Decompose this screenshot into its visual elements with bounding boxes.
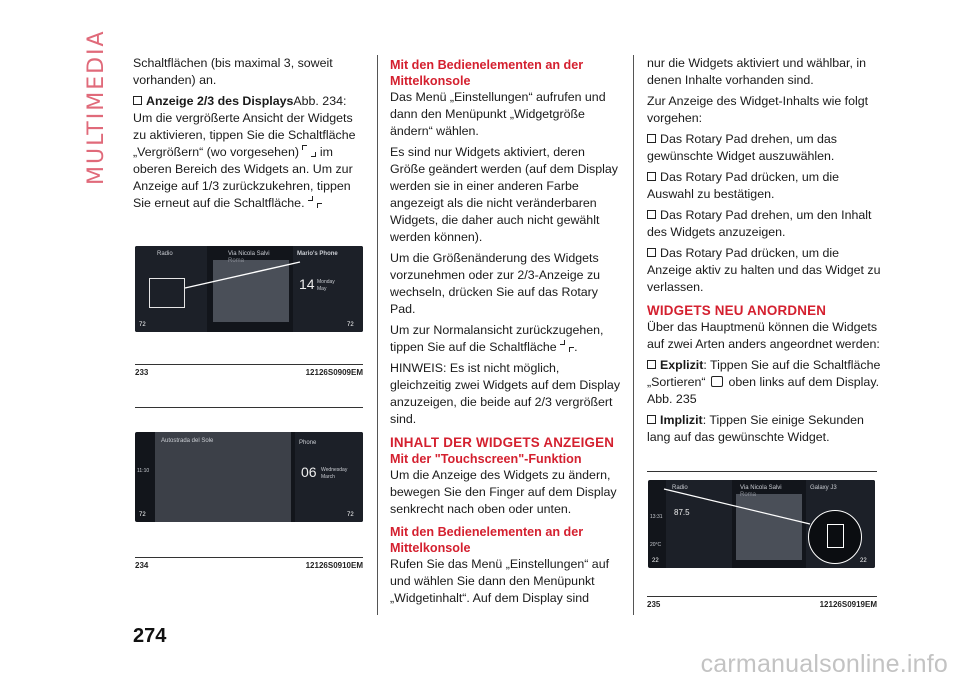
paragraph: Das Menü „Einstellungen“ aufrufen und dann den Menüpunkt „Widgetgröße ändern“ wählen. bbox=[390, 90, 606, 138]
street-label: Via Nicola Salvi bbox=[228, 251, 270, 257]
phone-label: Phone bbox=[299, 440, 317, 446]
road-label: Autostrada del Sole bbox=[161, 438, 214, 444]
bullet-item: Das Rotary Pad drücken, um die Auswahl zu bestätigen. bbox=[647, 170, 840, 201]
month: March bbox=[321, 474, 335, 480]
phone-label: Mario's Phone bbox=[297, 251, 338, 257]
caption-rule bbox=[647, 471, 877, 472]
map-widget bbox=[155, 432, 291, 522]
column-middle bbox=[390, 55, 622, 611]
section-title: MULTIMEDIA bbox=[84, 29, 109, 185]
section-heading: WIDGETS NEU ANORDNEN bbox=[647, 303, 827, 318]
column-right bbox=[647, 55, 881, 450]
bullet-square-icon bbox=[647, 360, 656, 369]
page-number: 274 bbox=[133, 625, 167, 647]
caption-rule bbox=[135, 557, 363, 558]
column-left bbox=[133, 55, 365, 216]
bullet-item: Das Rotary Pad drehen, um den Inhalt des Widgets anzuzeigen. bbox=[647, 208, 872, 239]
bullet-square-icon bbox=[647, 172, 656, 181]
radio-label: Radio bbox=[672, 485, 688, 491]
bullet-square-icon bbox=[647, 210, 656, 219]
bullet-item: Implizit: Tippen Sie einige Sekunden lang auf das gewünschte Widget. bbox=[647, 413, 864, 444]
paragraph: nur die Widgets aktiviert und wählbar, in denen Inhalte vorhanden sind. bbox=[647, 56, 867, 87]
temp-left: 22 bbox=[652, 558, 659, 564]
shrink-icon bbox=[560, 340, 574, 352]
temp-right: 72 bbox=[347, 322, 354, 328]
caption-rule bbox=[135, 364, 363, 365]
month: May bbox=[317, 286, 327, 292]
paragraph: Um die Größenänderung des Widgets vorzunehmen oder zur 2/3-Anzeige zu wechseln, drücken Sie auf das Rotary Pad. bbox=[390, 251, 601, 316]
bullet-item: Das Rotary Pad drücken, um die Anzeige aktiv zu halten und das Widget zu verlassen. bbox=[647, 246, 881, 294]
expand-icon bbox=[302, 145, 316, 157]
temp-right: 72 bbox=[347, 512, 354, 518]
weekday: Wednesday bbox=[321, 467, 348, 473]
note: HINWEIS: Es ist nicht möglich, gleichzeitig zwei Widgets auf dem Display anzuzeigen, die beide auf 2/3 vergrößert sind. bbox=[390, 361, 621, 426]
frequency: 87.5 bbox=[674, 508, 690, 517]
weekday: Monday bbox=[317, 279, 335, 285]
figure-caption: 235 12126S0919EM bbox=[647, 600, 877, 609]
figure-235-screenshot bbox=[648, 480, 875, 568]
bullet-item: Das Rotary Pad drehen, um das gewünschte Widget auszuwählen. bbox=[647, 132, 838, 163]
subheading: Mit den Bedienelementen an der Mittelkonsole bbox=[390, 58, 584, 88]
column-divider bbox=[633, 55, 634, 615]
bullet-square-icon bbox=[647, 415, 656, 424]
temp-right: 22 bbox=[860, 558, 867, 564]
bullet-square-icon bbox=[647, 134, 656, 143]
section-heading: INHALT DER WIDGETS ANZEIGEN bbox=[390, 435, 615, 450]
figure-234-screenshot bbox=[135, 432, 363, 522]
sort-icon bbox=[711, 376, 723, 387]
watermark: carmanualsonline.info bbox=[700, 650, 948, 678]
figure-caption: 234 12126S0910EM bbox=[135, 561, 363, 570]
radio-label: Radio bbox=[157, 251, 173, 257]
paragraph: Es sind nur Widgets aktiviert, deren Größe geändert werden (auf dem Display werden sie in einer anderen Farbe angezeigt als die nicht veränderbaren Widgets, die daher auch nicht gewählt werden können). bbox=[390, 145, 618, 244]
bullet-item: Explizit: Tippen Sie auf die Schaltfläche „Sortieren“ oben links auf dem Display. Abb. 235 bbox=[647, 358, 881, 406]
clock: 13:31 bbox=[650, 514, 663, 520]
paragraph: Zur Anzeige des Widget-Inhalts wie folgt vorgehen: bbox=[647, 94, 869, 125]
paragraph: Schaltflächen (bis maximal 3, soweit vorhanden) an. bbox=[133, 56, 333, 87]
bullet-square-icon bbox=[133, 96, 142, 105]
city-label: Roma bbox=[228, 258, 245, 264]
city-label: Roma bbox=[740, 492, 757, 498]
shrink-icon bbox=[308, 196, 322, 208]
callout-line bbox=[135, 246, 363, 332]
bullet-square-icon bbox=[647, 248, 656, 257]
caption-rule bbox=[135, 407, 363, 408]
temp-left: 72 bbox=[139, 322, 146, 328]
outside-temp: 20°C bbox=[650, 542, 662, 548]
column-divider bbox=[377, 55, 378, 615]
caption-rule bbox=[647, 596, 877, 597]
paragraph: Um zur Normalansicht zurückzugehen, tippen Sie auf die Schaltfläche . bbox=[390, 323, 604, 354]
callout-line bbox=[648, 480, 875, 568]
subheading: Mit den Bedienelementen an der Mittelkonsole bbox=[390, 525, 584, 555]
date-day: 14 bbox=[299, 276, 315, 292]
street-label: Via Nicola Salvi bbox=[740, 485, 782, 491]
figure-233-screenshot bbox=[135, 246, 363, 332]
bold-term: Anzeige 2/3 des Displays bbox=[146, 94, 294, 108]
phone-label: Galaxy J3 bbox=[810, 485, 837, 491]
paragraph: Über das Hauptmenü können die Widgets auf zwei Arten anders angeordnet werden: bbox=[647, 320, 880, 351]
paragraph: Anzeige 2/3 des DisplaysAbb. 234: Um die vergrößerte Ansicht der Widgets zu aktivieren, tippen Sie die Schaltfläche „Vergrößern“ (wo vorgesehen) im oberen Bereich des Widgets an. Um zur Anzeige auf 1/3 zurückzukehren, tippen Sie erneut auf die Schaltfläche. bbox=[133, 94, 356, 210]
clock: 11:10 bbox=[137, 468, 150, 474]
date-day: 06 bbox=[301, 464, 317, 480]
subheading: Mit der "Touchscreen"-Funktion bbox=[390, 452, 582, 466]
paragraph: Um die Anzeige des Widgets zu ändern, bewegen Sie den Finger auf dem Display senkrecht nach oben oder unten. bbox=[390, 468, 617, 516]
figure-caption: 233 12126S0909EM bbox=[135, 368, 363, 377]
temp-left: 72 bbox=[139, 512, 146, 518]
paragraph: Rufen Sie das Menü „Einstellungen“ auf und wählen Sie dann den Menüpunkt „Widgetinhalt“. Auf dem Display sind bbox=[390, 557, 610, 605]
